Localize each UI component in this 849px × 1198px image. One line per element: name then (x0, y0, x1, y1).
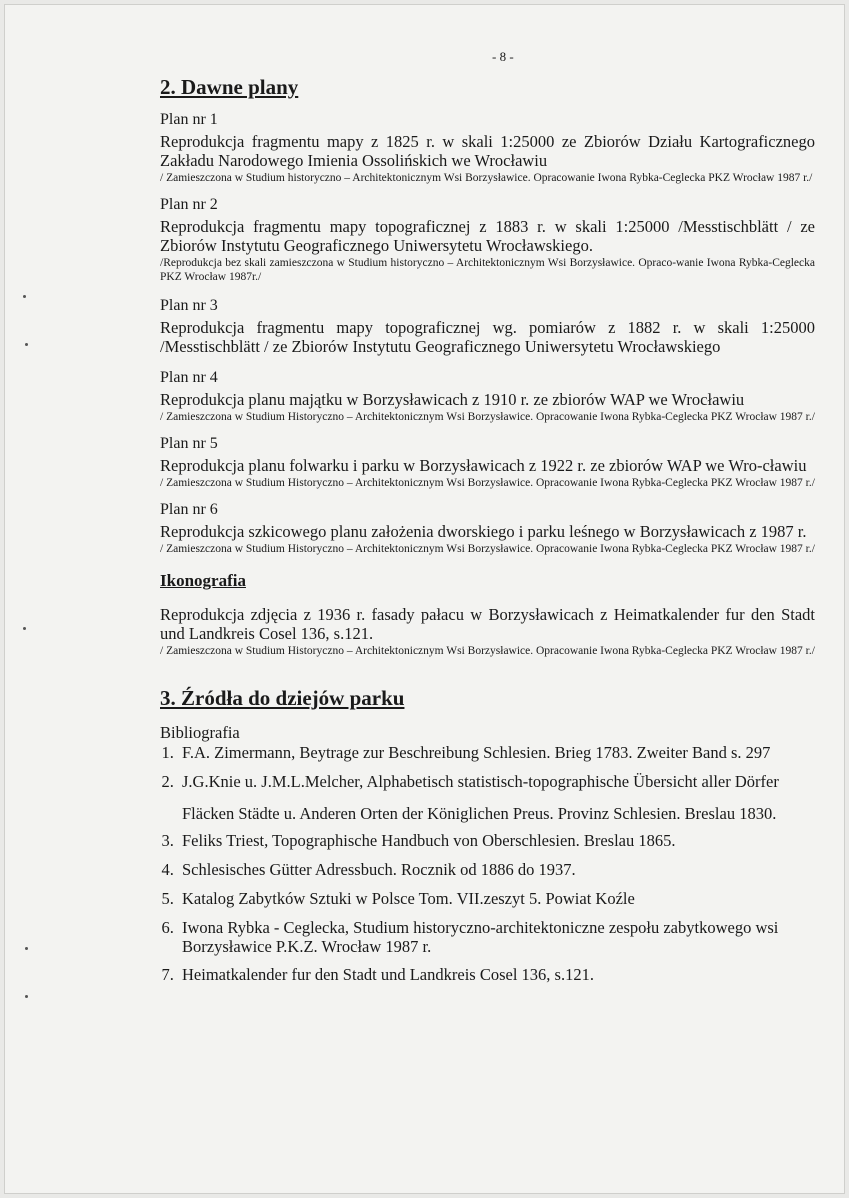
plan-title: Plan nr 5 (160, 435, 218, 452)
plan-title: Plan nr 3 (160, 297, 218, 314)
plan-title: Plan nr 1 (160, 111, 218, 128)
section-heading-zrodla: 3. Źródła do dziejów parku (160, 686, 405, 710)
bibliography-item: 2. J.G.Knie u. J.M.L.Melcher, Alphabetisch statistisch-topographische Übersicht aller Dörfer Fläcken Städte u. Anderen Orten der Königlichen Preus. Provinz Schlesien. Breslau 1830. (178, 766, 815, 830)
plan-note: / Zamieszczona w Studium historyczno – Architektonicznym Wsi Borzysławice. Opracowanie Iwona Rybka-Ceglecka PKZ Wrocław 1987 r./ (160, 172, 813, 184)
scan-speck (23, 295, 26, 298)
plan-entry (160, 434, 815, 490)
plan-description: Reprodukcja fragmentu mapy topograficznej z 1883 r. w skali 1:25000 /Messtischblätt / ze Zbiorów Instytutu Geograficznego Uniwersytetu Wrocławskiego. (160, 217, 815, 255)
section-heading-dawne-plany: 2. Dawne plany (160, 75, 299, 99)
bibliography-item: 5. Katalog Zabytków Sztuki w Polsce Tom. VII.zeszyt 5. Powiat Koźle (178, 889, 815, 909)
plan-entry (160, 296, 815, 356)
scan-speck (25, 343, 28, 346)
plan-title: Plan nr 4 (160, 369, 218, 386)
plan-note: /Reprodukcja bez skali zamieszczona w Studium historyczno – Architektonicznym Wsi Borzysławice. Opraco-wanie Iwona Rybka-Ceglecka PKZ Wrocław 1987r./ (160, 257, 815, 283)
plan-note: / Zamieszczona w Studium Historyczno – Architektonicznym Wsi Borzysławice. Opracowanie Iwona Rybka-Ceglecka PKZ Wrocław 1987 r./ (160, 543, 815, 555)
iconography-entry (160, 605, 815, 658)
plan-description: Reprodukcja planu majątku w Borzysławicach z 1910 r. ze zbiorów WAP we Wrocławiu (160, 390, 745, 409)
bibliography-item: 3. Feliks Triest, Topographische Handbuch von Oberschlesien. Breslau 1865. (178, 831, 815, 851)
iconography-heading: Ikonografia (160, 571, 246, 590)
bibliography-item: 6. Iwona Rybka - Ceglecka, Studium historyczno-architektoniczne zespołu zabytkowego wsi Borzysławice P.K.Z. Wrocław 1987 r. (178, 918, 815, 956)
plan-note: / Zamieszczona w Studium Historyczno – Architektonicznym Wsi Borzysławice. Opracowanie Iwona Rybka-Ceglecka PKZ Wrocław 1987 r./ (160, 411, 815, 423)
bibliography-label: Bibliografia (160, 723, 240, 742)
iconography-description: Reprodukcja zdjęcia z 1936 r. fasady pałacu w Borzysławicach z Heimatkalender fur den Stadt und Landkreis Cosel 136, s.121. (160, 605, 815, 643)
document-page (4, 4, 845, 1194)
bibliography-item: 1. F.A. Zimermann, Beytrage zur Beschreibung Schlesien. Brieg 1783. Zweiter Band s. 297 (178, 743, 815, 763)
plan-description: Reprodukcja fragmentu mapy z 1825 r. w skali 1:25000 ze Zbiorów Działu Kartograficznego Zakładu Narodowego Imienia Ossolińskich we Wrocławiu (160, 132, 815, 170)
plan-note: / Zamieszczona w Studium Historyczno – Architektonicznym Wsi Borzysławice. Opracowanie Iwona Rybka-Ceglecka PKZ Wrocław 1987 r./ (160, 477, 815, 489)
scan-speck (25, 947, 28, 950)
plan-entry (160, 110, 815, 185)
scan-speck (23, 627, 26, 630)
plan-title: Plan nr 6 (160, 501, 218, 518)
page-number: - 8 - (492, 49, 514, 64)
scan-speck (25, 995, 28, 998)
plan-title: Plan nr 2 (160, 196, 218, 213)
plan-description: Reprodukcja fragmentu mapy topograficznej wg. pomiarów z 1882 r. w skali 1:25000 /Messtischblätt / ze Zbiorów Instytutu Geograficznego Uniwersytetu Wrocławskiego (160, 318, 815, 356)
plan-description: Reprodukcja planu folwarku i parku w Borzysławicach z 1922 r. ze zbiorów WAP we Wro-cławiu (160, 456, 807, 475)
plan-description: Reprodukcja szkicowego planu założenia dworskiego i parku leśnego w Borzysławicach z 1987 r. (160, 522, 807, 541)
plan-entry (160, 500, 815, 556)
page-content (160, 73, 815, 994)
plan-entry (160, 368, 815, 424)
bibliography-item: 4. Schlesisches Gütter Adressbuch. Rocznik od 1886 do 1937. (178, 860, 815, 880)
bibliography-item: 7. Heimatkalender fur den Stadt und Landkreis Cosel 136, s.121. (178, 965, 815, 985)
bibliography-list (160, 743, 815, 985)
iconography-note: / Zamieszczona w Studium Historyczno – Architektonicznym Wsi Borzysławice. Opracowanie Iwona Rybka-Ceglecka PKZ Wrocław 1987 r./ (160, 645, 815, 657)
plan-entry (160, 195, 815, 284)
